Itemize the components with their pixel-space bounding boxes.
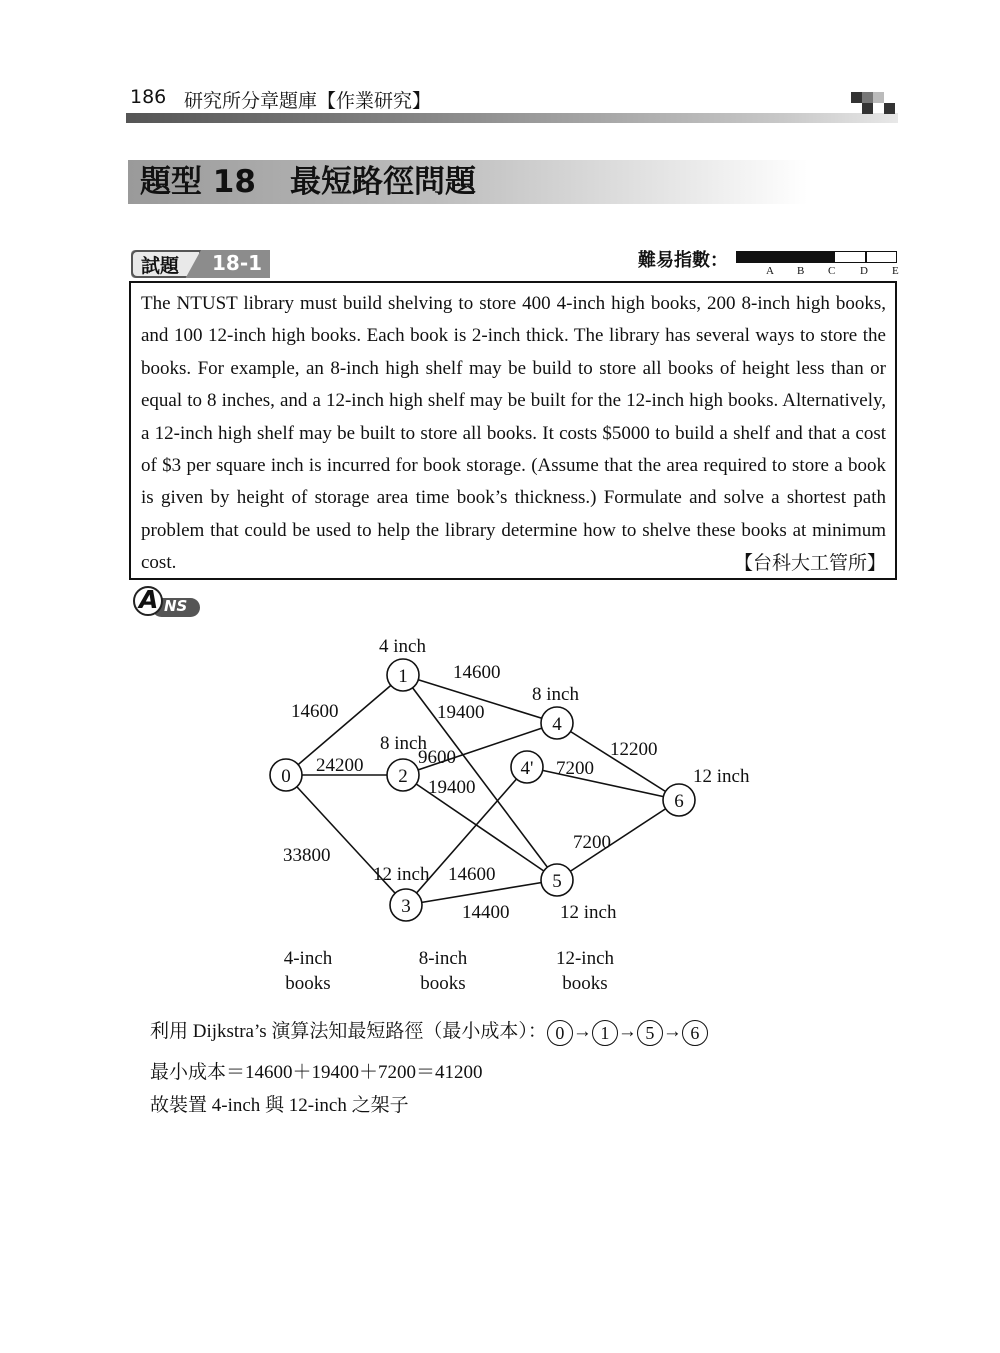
path-arrow: → <box>617 1021 637 1042</box>
node-2-label: 2 <box>398 766 408 787</box>
path-node: 6 <box>682 1020 708 1046</box>
difficulty-letter-e: E <box>892 265 899 277</box>
edge-4p-6 <box>527 767 679 800</box>
question-tag-label: 試題 <box>141 255 180 277</box>
stage-label-2-line2: books <box>420 973 466 994</box>
edge-0-3 <box>286 775 406 905</box>
stage-label-3-line2: books <box>562 973 608 994</box>
section-title: 最短路徑問題 <box>290 164 476 200</box>
node-4-prime-label: 4' <box>520 758 534 779</box>
difficulty-label: 難易指數： <box>638 250 728 271</box>
answer-logo-letter: A <box>139 585 159 614</box>
stage-label-1-line2: books <box>285 973 331 994</box>
difficulty-letter-b: B <box>797 265 805 277</box>
node-2-caption: 8 inch <box>380 733 427 754</box>
weight-2-4: 9600 <box>418 747 456 768</box>
weight-0-1: 14600 <box>291 701 339 722</box>
difficulty-letter-c: C <box>828 265 836 277</box>
weight-1-5: 19400 <box>437 702 485 723</box>
difficulty-letter-d: D <box>860 265 868 277</box>
solution-line-3: 故裝置 4-inch 與 12-inch 之架子 <box>150 1095 409 1116</box>
weight-1-4: 14600 <box>453 662 501 683</box>
node-4-caption: 8 inch <box>532 684 579 705</box>
node-1-caption: 4 inch <box>379 636 426 657</box>
section-label: 題型 18 <box>140 164 256 200</box>
question-tag-number: 18-1 <box>212 251 263 275</box>
path-node: 1 <box>592 1020 618 1046</box>
solution-line-2: 最小成本＝14600＋19400＋7200＝41200 <box>150 1062 483 1083</box>
question-source: 【台科大工管所】 <box>733 552 886 575</box>
node-5-caption: 12 inch <box>560 902 617 923</box>
node-6-caption: 12 inch <box>693 766 750 787</box>
page-number: 186 <box>130 86 167 108</box>
node-3-label: 3 <box>401 896 411 917</box>
stage-label-3-line1: 12-inch <box>555 948 615 969</box>
path-arrow: → <box>572 1021 592 1042</box>
stage-label-2-line1: 8-inch <box>418 948 468 969</box>
solution-line-1 <box>150 1016 708 1046</box>
solution-prefix: 利用 Dijkstra’s 演算法知最短路徑（最小成本）： <box>150 1021 547 1042</box>
weight-2-5: 19400 <box>428 777 476 798</box>
node-3-caption: 12 inch <box>373 864 430 885</box>
weight-5-6: 7200 <box>573 832 611 853</box>
weight-0-3: 33800 <box>283 845 331 866</box>
node-4-label: 4 <box>552 714 562 735</box>
weight-3-5: 14400 <box>462 902 510 923</box>
question-text: The NTUST library must build shelving to store 400 4-inch high books, 200 8-inch high books, and 100 12-inch high books. Each book is 2-inch thick. The library has several ways to store the books. For example, an 8-inch high shelf may be build to store all books of height less than or equal to 8 inches, and a 12-inch high shelf may be built for the 12-inch high books. Alternatively, a 12-inch high shelf may be built to store all books. It costs $5000 to build a shelf and that a cost of $3 per square inch is incurred for book storage. (Assume that the area required to store a book is given by height of storage area time book’s thickness.) Formulate and solve a shortest path problem that could be used to help the library determine how to shelve these books at minimum cost. <box>141 293 886 574</box>
answer-logo-suffix: NS <box>164 597 188 615</box>
path-node: 5 <box>637 1020 663 1046</box>
stage-label-1-line1: 4-inch <box>283 948 333 969</box>
node-0-label: 0 <box>281 766 291 787</box>
running-title: 研究所分章題庫【作業研究】 <box>184 90 432 112</box>
difficulty-letter-a: A <box>766 265 774 277</box>
path-arrow: → <box>662 1021 682 1042</box>
node-1-label: 1 <box>398 666 408 687</box>
path-node: 0 <box>547 1020 573 1046</box>
weight-4-6: 12200 <box>610 739 658 760</box>
node-5-label: 5 <box>552 871 562 892</box>
weight-4p-6: 7200 <box>556 758 594 779</box>
weight-0-2: 24200 <box>316 755 364 776</box>
node-6-label: 6 <box>674 791 684 812</box>
weight-3-4p: 14600 <box>448 864 496 885</box>
